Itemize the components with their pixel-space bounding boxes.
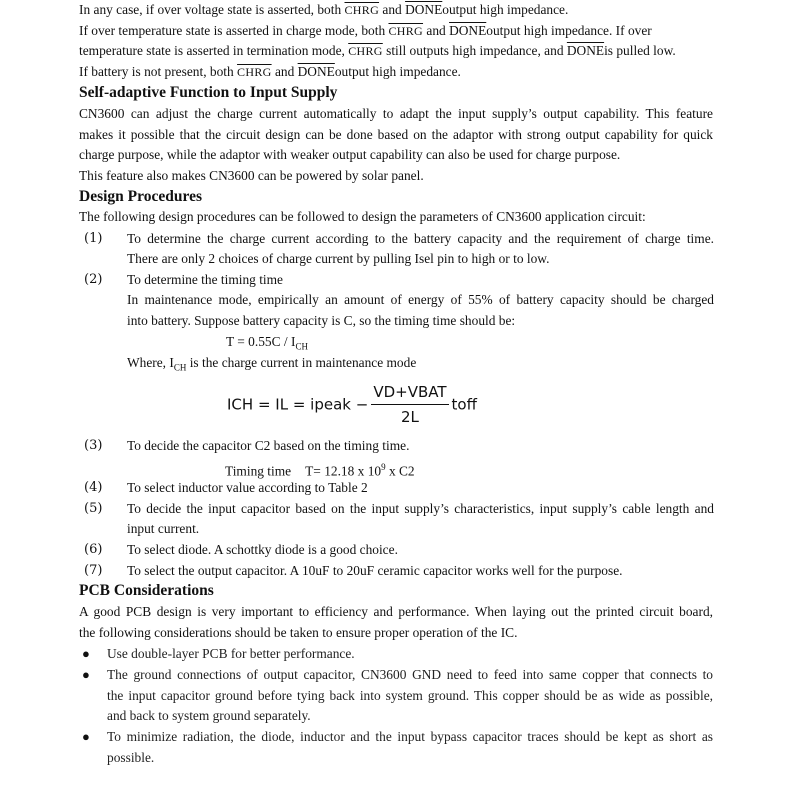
done-signal: DONE — [405, 2, 443, 17]
text: x C2 — [385, 463, 415, 479]
superscript: 9 — [381, 462, 386, 472]
text: and — [423, 23, 450, 38]
text: temperature state is asserted in termination mode, — [79, 43, 349, 58]
step-text: To select the output capacitor. A 10uF to 20uF ceramic capacitor works well for the purpose. — [127, 563, 623, 578]
step-number: (6) — [84, 542, 103, 557]
paragraph-line: A good PCB design is very important to efficiency and performance. When laying out the printed circuit board, — [79, 604, 713, 619]
status-line-4 — [79, 62, 461, 82]
step-number: (3) — [84, 438, 103, 453]
text: T= 12.18 x 10 — [305, 463, 382, 479]
chrg-signal: CHRG — [344, 3, 380, 17]
text: is pulled low. — [604, 43, 676, 58]
text: Where, I — [127, 355, 174, 370]
paragraph-line: The following design procedures can be followed to design the parameters of CN3600 application circuit: — [79, 209, 646, 224]
paragraph-line: makes it possible that the circuit design can be done based on the adaptor with strong output capability for quick — [79, 127, 713, 142]
text: output high impedance. If over — [486, 23, 652, 38]
bullet-text: The ground connections of output capacitor, CN3600 GND need to feed into same copper that connects to — [107, 667, 713, 682]
section-heading-pcb: PCB Considerations — [79, 582, 214, 599]
numerator: VD+VBAT — [371, 382, 448, 405]
done-signal: DONE — [297, 64, 335, 79]
step-number: (1) — [84, 231, 103, 246]
text: output high impedance. — [442, 2, 569, 17]
text: and — [379, 2, 406, 17]
bullet-text: and back to system ground separately. — [107, 708, 311, 723]
step-text: To determine the charge current according to the battery capacity and the requirement of charge time. — [127, 231, 714, 246]
step-text: To determine the timing time — [127, 272, 283, 287]
done-signal: DONE — [566, 43, 605, 58]
chrg-signal: CHRG — [348, 44, 383, 58]
formula-left: ICH = IL = ipeak − — [227, 395, 369, 414]
text: If battery is not present, both — [79, 64, 238, 79]
step-text: To select inductor value according to Table 2 — [127, 480, 368, 495]
text: In any case, if over voltage state is asserted, both — [79, 2, 345, 17]
status-line-1 — [79, 0, 568, 20]
step-number: (2) — [84, 272, 103, 287]
denominator: 2L — [400, 408, 419, 426]
step-text: into battery. Suppose battery capacity is C, so the timing time should be: — [127, 313, 516, 328]
text: output high impedance. — [334, 64, 461, 79]
bullet-text: Use double-layer PCB for better performance. — [107, 646, 355, 661]
chrg-signal: CHRG — [237, 65, 272, 79]
bullet-icon: ● — [82, 667, 90, 682]
paragraph-line: charge purpose, while the adaptor with weaker output capability can also be used for charge purpose. — [79, 147, 621, 162]
formula-fraction — [371, 382, 448, 427]
section-heading-design-procedures: Design Procedures — [79, 188, 202, 205]
step-text: input current. — [127, 521, 200, 536]
formula-right: toff — [451, 395, 477, 414]
status-line-2 — [79, 21, 652, 41]
text: If over temperature state is asserted in charge mode, both — [79, 23, 389, 38]
formula-charge-current — [227, 382, 477, 427]
bullet-icon: ● — [82, 646, 90, 661]
done-signal: DONE — [449, 23, 487, 38]
chrg-signal: CHRG — [388, 24, 424, 38]
subscript: CH — [295, 341, 308, 352]
subscript: CH — [173, 362, 187, 373]
text: is the charge current in maintenance mode — [186, 355, 417, 370]
step-number: (5) — [84, 501, 103, 516]
paragraph-line: CN3600 can adjust the charge current automatically to adapt the input supply’s output capability. This feature — [79, 106, 713, 121]
text: Timing time — [225, 463, 292, 479]
step-text: To decide the input capacitor based on the input supply’s characteristics, input supply’s cable length and — [127, 501, 714, 516]
step-text: There are only 2 choices of charge current by pulling Isel pin to high or to low. — [127, 251, 550, 266]
paragraph-line: the following considerations should be taken to ensure proper operation of the IC. — [79, 625, 518, 640]
step-text: To select diode. A schottky diode is a good choice. — [127, 542, 398, 557]
bullet-text: To minimize radiation, the diode, inductor and the input bypass capacitor traces should be kept as short as — [107, 729, 713, 744]
status-line-3 — [79, 41, 676, 61]
text: still outputs high impedance, and — [382, 43, 567, 58]
step-number: (4) — [84, 480, 103, 495]
bullet-text: possible. — [107, 750, 155, 765]
step-text: In maintenance mode, empirically an amount of energy of 55% of battery capacity should be charged — [127, 292, 714, 307]
bullet-icon: ● — [82, 729, 90, 744]
paragraph-line: This feature also makes CN3600 can be powered by solar panel. — [79, 168, 424, 183]
text: T = 0.55C / I — [226, 334, 296, 349]
where-line — [127, 353, 416, 378]
step-number: (7) — [84, 563, 103, 578]
bullet-text: the input capacitor ground before tying back into system ground. This copper should be as wide as possible, — [107, 688, 713, 703]
section-heading-self-adaptive: Self-adaptive Function to Input Supply — [79, 84, 338, 101]
text: and — [271, 64, 298, 79]
step-text: To decide the capacitor C2 based on the timing time. — [127, 438, 410, 453]
